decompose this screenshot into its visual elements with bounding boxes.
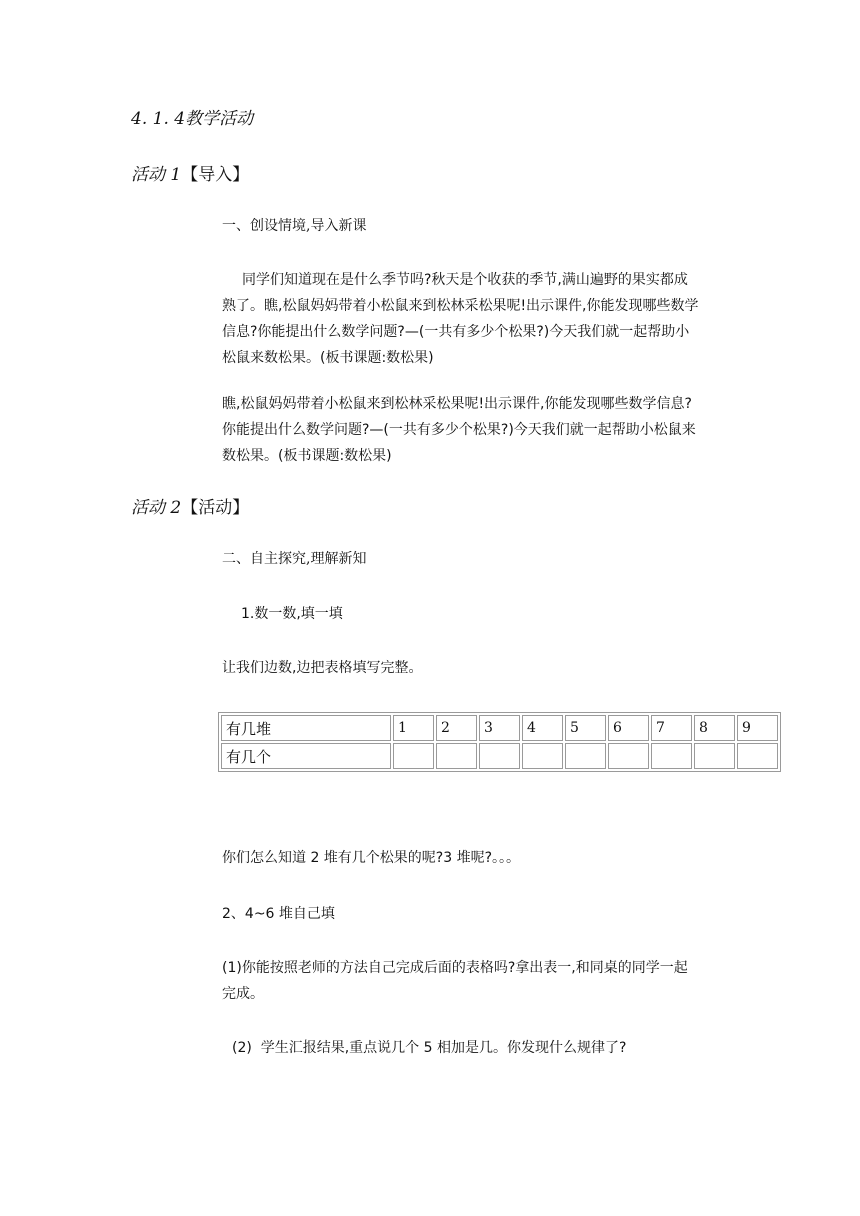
column-header: 7 xyxy=(651,715,692,741)
empty-cell xyxy=(651,743,692,769)
column-header: 1 xyxy=(393,715,434,741)
table-row xyxy=(221,715,778,741)
activity2-heading xyxy=(131,493,249,518)
intro-paragraph xyxy=(222,267,742,371)
question-text: 你们怎么知道 2 堆有几个松果的呢?3 堆呢?。。。 xyxy=(222,850,521,866)
step2-item2: (2) 学生汇报结果,重点说几个 5 相加是几。你发现什么规律了? xyxy=(232,1040,627,1056)
empty-cell xyxy=(436,743,477,769)
repeat-paragraph xyxy=(222,391,742,469)
empty-cell xyxy=(737,743,778,769)
step2-heading: 2、4~6 堆自己填 xyxy=(222,906,335,922)
intro-line: 熟了。瞧,松鼠妈妈带着小松鼠来到松林采松果呢!出示课件,你能发现哪些数学 xyxy=(222,298,699,314)
count-table-wrapper xyxy=(218,712,781,772)
activity1-subheading: 一、创设情境,导入新课 xyxy=(222,218,367,234)
column-header: 9 xyxy=(737,715,778,741)
column-header: 6 xyxy=(608,715,649,741)
step2-item1 xyxy=(222,955,742,1007)
empty-cell xyxy=(694,743,735,769)
activity2-label: 活动 2 xyxy=(131,498,182,518)
row-header-count: 有几个 xyxy=(221,743,391,769)
column-header: 2 xyxy=(436,715,477,741)
table-row xyxy=(221,743,778,769)
empty-cell xyxy=(393,743,434,769)
table-instruction: 让我们边数,边把表格填写完整。 xyxy=(222,660,423,676)
empty-cell xyxy=(479,743,520,769)
column-header: 8 xyxy=(694,715,735,741)
intro-line: 松鼠来数松果。(板书课题:数松果) xyxy=(222,350,434,366)
repeat-line: 你能提出什么数学问题?—(一共有多少个松果?)今天我们就一起帮助小松鼠来 xyxy=(222,422,696,438)
column-header: 3 xyxy=(479,715,520,741)
step1-heading: 1.数一数,填一填 xyxy=(241,606,343,622)
column-header: 5 xyxy=(565,715,606,741)
row-header-piles: 有几堆 xyxy=(221,715,391,741)
intro-line: 同学们知道现在是什么季节吗?秋天是个收获的季节,满山遍野的果实都成 xyxy=(242,272,688,288)
intro-line: 信息?你能提出什么数学问题?—(一共有多少个松果?)今天我们就一起帮助小 xyxy=(222,324,690,340)
column-header: 4 xyxy=(522,715,563,741)
section-title: 4. 1. 4教学活动 xyxy=(131,109,254,129)
activity2-subheading: 二、自主探究,理解新知 xyxy=(222,551,367,567)
activity1-heading xyxy=(131,160,249,185)
empty-cell xyxy=(565,743,606,769)
repeat-line: 数松果。(板书课题:数松果) xyxy=(222,448,392,464)
activity1-label: 活动 1 xyxy=(131,165,182,185)
repeat-line: 瞧,松鼠妈妈带着小松鼠来到松林采松果呢!出示课件,你能发现哪些数学信息? xyxy=(222,396,692,412)
empty-cell xyxy=(522,743,563,769)
activity1-tag: 【导入】 xyxy=(181,165,250,185)
step2-item1-line: (1)你能按照老师的方法自己完成后面的表格吗?拿出表一,和同桌的同学一起 xyxy=(222,960,688,976)
step2-item1-line: 完成。 xyxy=(222,986,264,1002)
activity2-tag: 【活动】 xyxy=(181,498,250,518)
empty-cell xyxy=(608,743,649,769)
count-table xyxy=(218,712,781,772)
